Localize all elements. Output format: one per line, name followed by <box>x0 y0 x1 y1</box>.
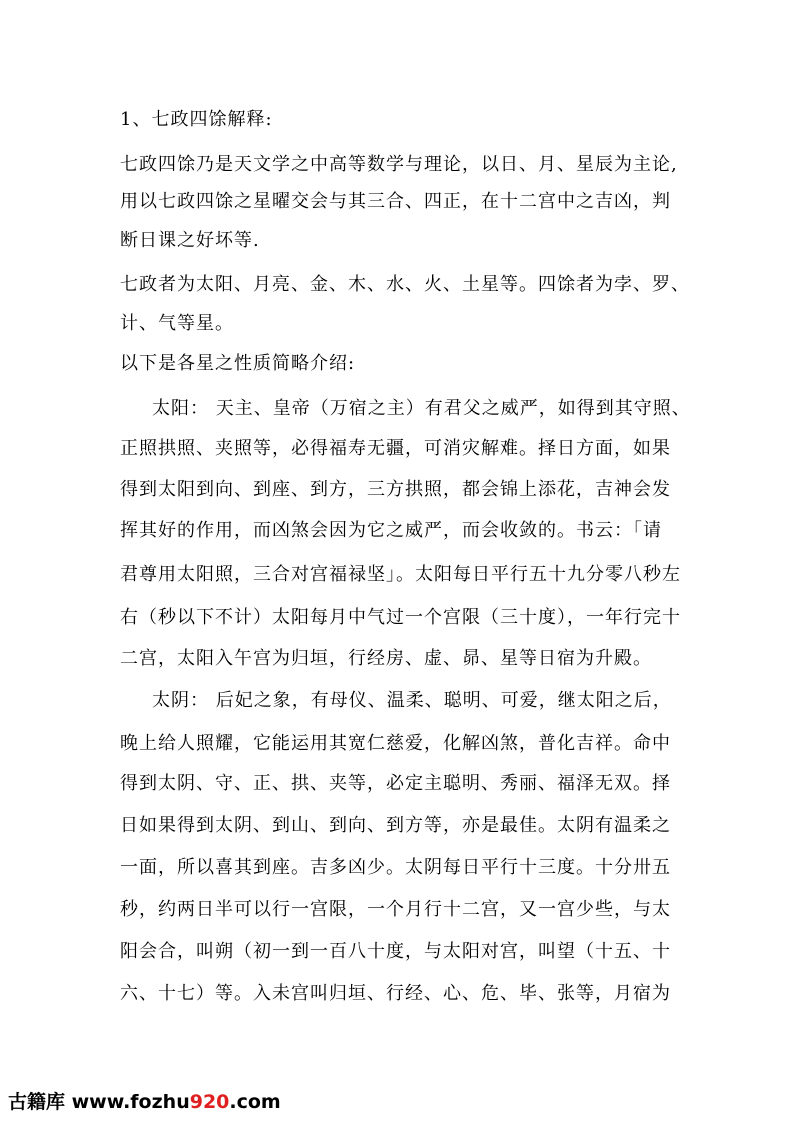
text-line: 君尊用太阳照，三合对宫福禄坚」。太阳每日平行五十九分零八秒左 <box>120 564 681 585</box>
text-line: 得到太阴、守、正、拱、夹等，必定主聪明、秀丽、福泽无双。择 <box>120 773 671 794</box>
text-line: 正照拱照、夹照等，必得福寿无疆，可消灾解难。择日方面，如果 <box>120 438 671 459</box>
text-line: 日如果得到太阴、到山、到向、到方等，亦是最佳。太阴有温柔之 <box>120 815 671 836</box>
text-line: 计、气等星。 <box>120 313 234 334</box>
text-line: 得到太阳到向、到座、到方，三方拱照，都会锦上添花，吉神会发 <box>120 479 671 500</box>
url-highlight: 920 <box>189 1091 230 1113</box>
text-line: 秒，约两日半可以行一宫限，一个月行十二宫，又一宫少些，与太 <box>120 899 671 920</box>
text-line: 断日课之好坏等. <box>120 230 260 251</box>
text-line: 太阴： 后妃之象，有母仪、温柔、聪明、可爱，继太阳之后， <box>152 690 672 711</box>
text-line: 一面，所以喜其到座。吉多凶少。太阴每日平行十三度。十分卅五 <box>120 857 671 878</box>
text-line: 六、十七）等。入未宫叫归垣、行经、心、危、毕、张等，月宿为 <box>120 983 671 1004</box>
site-name: 古籍库 <box>8 1091 72 1113</box>
text-line: 以下是各星之性质简略介绍: <box>120 353 356 374</box>
url-part: www.fozhu <box>71 1091 190 1113</box>
text-line: 七政四馀乃是天文学之中高等数学与理论，以日、月、星辰为主论, <box>120 154 678 175</box>
text-line: 用以七政四馀之星曜交会与其三合、四正，在十二宫中之吉凶，判 <box>120 191 671 212</box>
text-line: 七政者为太阳、月亮、金、木、水、火、土星等。四馀者为孛、罗、 <box>120 274 690 295</box>
text-line: 挥其好的作用，而凶煞会因为它之威严，而会收敛的。书云：「请 <box>120 520 662 541</box>
text-line: 晚上给人照耀，它能运用其宽仁慈爱，化解凶煞，普化吉祥。命中 <box>120 733 671 754</box>
footer-watermark[interactable] <box>8 1090 281 1114</box>
text-line: 二宫，太阳入午宫为归垣，行经房、虚、昴、星等日宿为升殿。 <box>120 648 652 669</box>
text-line: 右（秒以下不计）太阳每月中气过一个宫限（三十度），一年行完十 <box>120 607 681 628</box>
text-line: 阳会合，叫朔（初一到一百八十度，与太阳对宫，叫望（十五、十 <box>120 941 671 962</box>
url-part: .com <box>229 1091 281 1113</box>
section-heading: 1、七政四馀解释: <box>120 109 273 130</box>
text-line: 太阳： 天主、皇帝（万宿之主）有君父之威严，如得到其守照、 <box>152 398 691 419</box>
